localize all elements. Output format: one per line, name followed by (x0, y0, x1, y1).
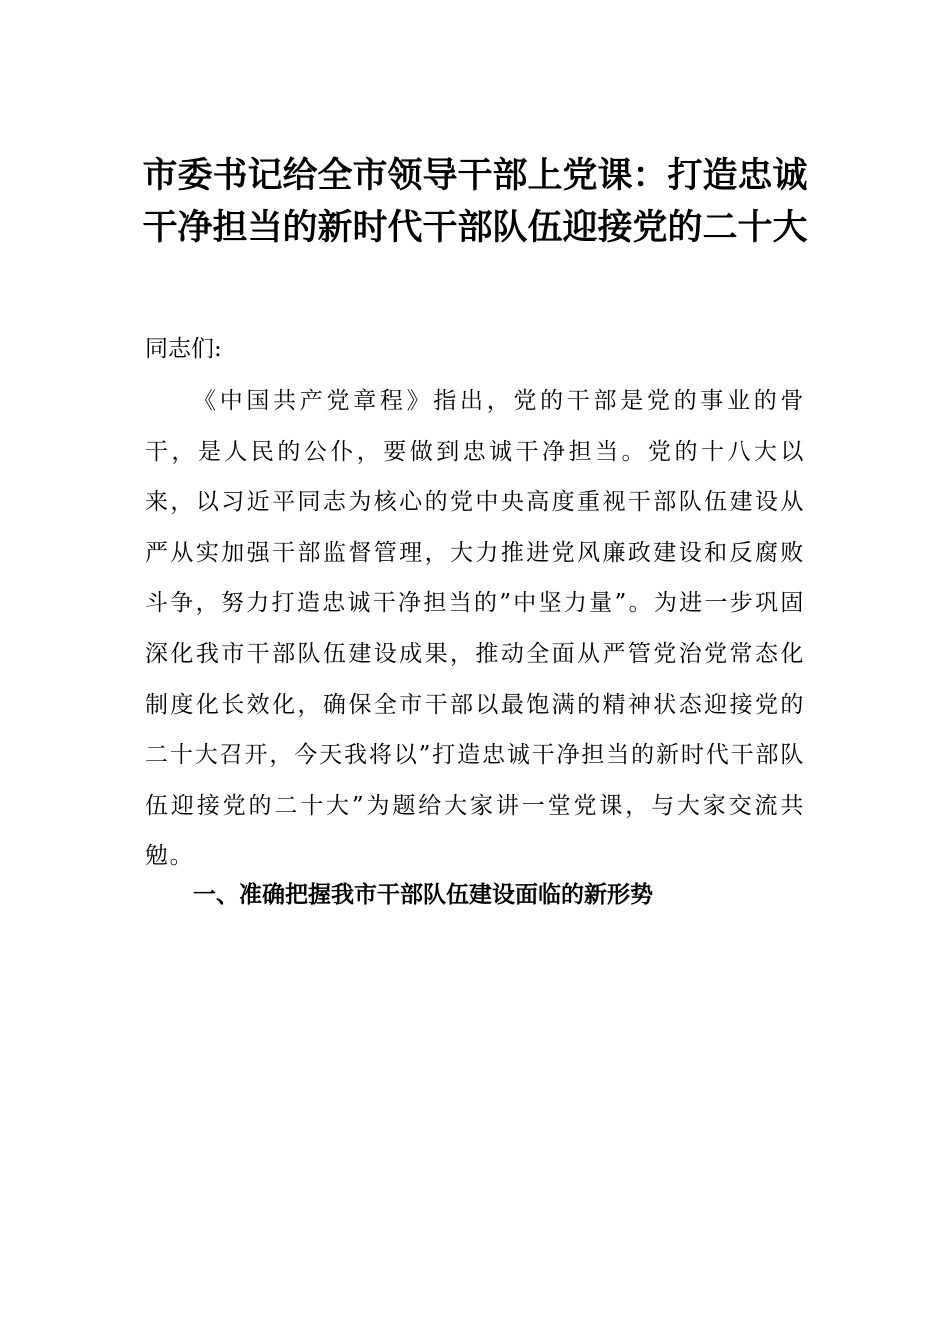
body-paragraph: 《中国共产党章程》指出，党的干部是党的事业的骨干，是人民的公仆，要做到忠诚干净担当。党的十八大以来，以习近平同志为核心的党中央高度重视干部队伍建设从严从实加强干部监督管理，大力推进党风廉政建设和反腐败斗争，努力打造忠诚干净担当的”中坚力量”。为进一步巩固深化我市干部队伍建设成果，推动全面从严管党治党常态化制度化长效化，确保全市干部以最饱满的精神状态迎接党的二十大召开，今天我将以”打造忠诚干净担当的新时代干部队伍迎接党的二十大”为题给大家讲一堂党课，与大家交流共勉。 (145, 388, 805, 870)
salutation: 同志们: (145, 336, 222, 362)
section-heading: 一、准确把握我市干部队伍建设面临的新形势 (193, 882, 653, 908)
document-title: 市委书记给全市领导干部上党课：打造忠诚干净担当的新时代干部队伍迎接党的二十大 (142, 156, 808, 248)
